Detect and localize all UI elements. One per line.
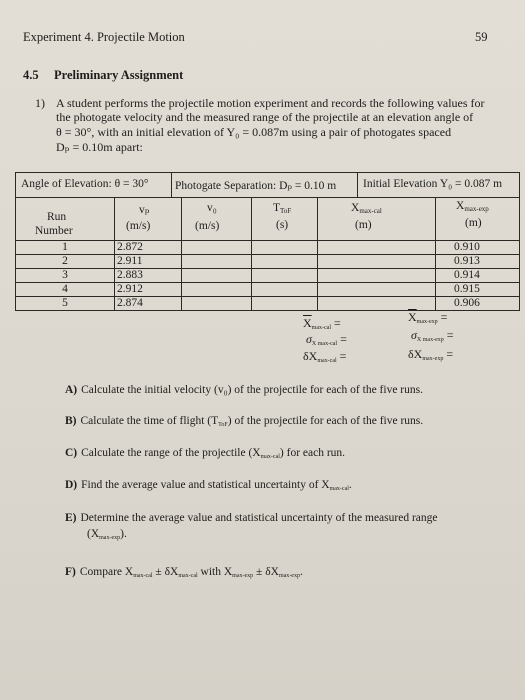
- question-line-3: θ = 30°, with an initial elevation of Y₀ = 0.087m using a pair of photogates spaced: [56, 125, 452, 139]
- table-cell-vp: 2.874: [117, 297, 143, 309]
- table-cell-vp: 2.912: [117, 283, 143, 295]
- banner-separation: Photogate Separation: Dₚ = 0.10 m: [175, 180, 337, 192]
- header-run: Run: [47, 211, 67, 223]
- header-xcal: $X_{max-cal}$: [351, 202, 382, 215]
- sigma-xexp: $\sigma_{X max-exp}$ =: [411, 328, 454, 343]
- section-title: Preliminary Assignment: [54, 68, 184, 82]
- part-e: E) Determine the average value and statistical uncertainty of the measured range: [65, 512, 438, 524]
- table-cell-vp: 2.883: [117, 269, 143, 281]
- sigma-xcal: $\sigma_{X max-cal}$ =: [306, 332, 347, 347]
- page-header-title: Experiment 4. Projectile Motion: [23, 30, 185, 44]
- part-e-line2: $(X_{max-exp})$.: [87, 528, 127, 541]
- banner-elevation: Initial Elevation Y₀ = 0.087 m: [363, 178, 503, 190]
- table-cell-run: 2: [62, 255, 68, 267]
- header-ttof-unit: (s): [276, 219, 289, 231]
- question-line-4: Dₚ = 0.10m apart:: [56, 140, 143, 154]
- table-cell-xexp: 0.913: [454, 255, 480, 267]
- table-cell-vp: 2.911: [117, 255, 143, 267]
- table-cell-xexp: 0.915: [454, 283, 480, 295]
- header-vo: v₀: [207, 202, 217, 214]
- question-line-2: the photogate velocity and the measured range of the projectile at an elevation angle of: [56, 110, 474, 124]
- table-cell-vp: 2.872: [117, 241, 143, 253]
- part-a: A) Calculate the initial velocity (v₀) of the projectile for each of the five runs.: [65, 384, 423, 396]
- table-cell-run: 5: [62, 297, 68, 309]
- page-number: 59: [475, 30, 488, 44]
- part-f: F) Compare $X_{max-cal} \pm \delta X_{max-cal}$ with $X_{max-exp} \pm \delta X_{max-exp}$.: [65, 566, 303, 579]
- header-number: Number: [35, 225, 73, 237]
- mean-xexp: $\overline{X}_{max-exp}$ =: [408, 310, 448, 325]
- part-d: D) Find the average value and statistical uncertainty of $X_{max-cal}$.: [65, 479, 352, 492]
- table-grid: [15, 172, 520, 311]
- table-cell-xexp: 0.914: [454, 269, 480, 281]
- table-cell-run: 3: [62, 269, 68, 281]
- header-vo-unit: (m/s): [195, 220, 220, 232]
- header-xcal-unit: (m): [355, 219, 372, 231]
- header-ttof: $T_{ToF}$: [273, 202, 292, 215]
- section-number: 4.5: [23, 68, 39, 82]
- table-cell-run: 4: [62, 283, 68, 295]
- header-xexp-unit: (m): [465, 217, 482, 229]
- header-xexp: $X_{max-exp}$: [456, 200, 489, 213]
- header-vp-unit: (m/s): [126, 220, 151, 232]
- question-number: 1): [35, 96, 45, 110]
- data-table: [15, 172, 520, 311]
- delta-xexp: $\delta X_{max-exp}$ =: [408, 347, 454, 362]
- mean-xcal: $\overline{X}_{max-cal}$ =: [303, 316, 341, 331]
- header-vp: vₚ: [139, 204, 150, 216]
- delta-xcal: $\delta X_{max-cal}$ =: [303, 349, 347, 364]
- question-line-1: A student performs the projectile motion experiment and records the following values for: [56, 96, 485, 110]
- table-cell-xexp: 0.910: [454, 241, 480, 253]
- part-b: B) Calculate the time of flight $(T_{ToF})$ of the projectile for each of the five runs.: [65, 415, 424, 428]
- banner-angle: Angle of Elevation: θ = 30°: [21, 178, 149, 190]
- table-cell-xexp: 0.906: [454, 297, 480, 309]
- part-c: C) Calculate the range of the projectile $(X_{max-cal})$ for each run.: [65, 447, 346, 460]
- table-cell-run: 1: [62, 241, 68, 253]
